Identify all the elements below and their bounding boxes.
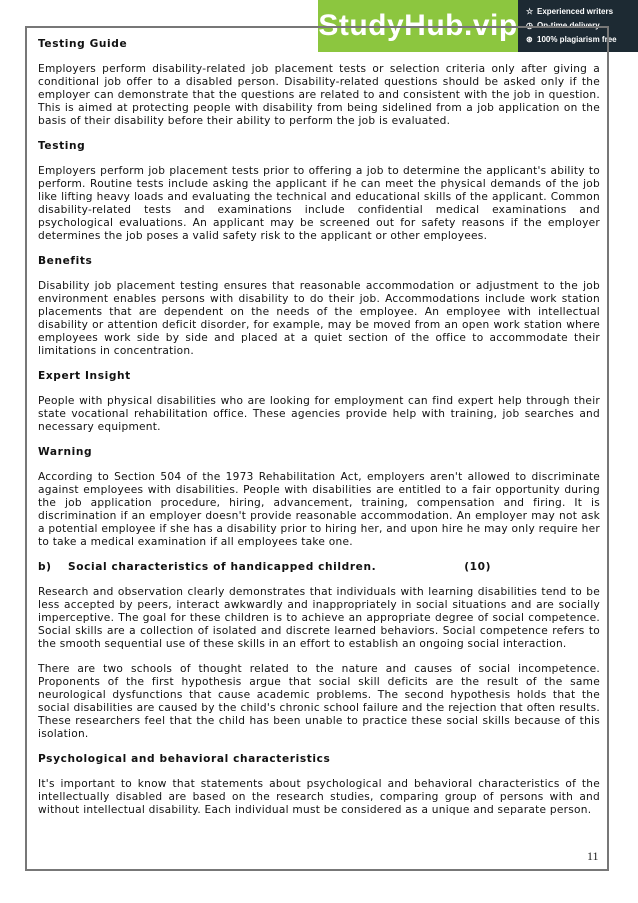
social-paragraph: There are two schools of thought related to the nature and causes of social incompetence. Proponents of the first hypothesis argue that social skill deficits are the result of the same neurological dysfunctions that cause academic problems. The second hypothesis holds that the social disabilities are caused by the child's chronic school failure and the rejection that often results. These researchers feel that the child has been unable to practice these social skills because of this isolation. [38,663,600,740]
star-icon: ☆ [526,6,534,16]
subquestion-marks: (10) [464,561,492,573]
section-body-testing-guide: Employers perform disability-related job placement tests or selection criteria only after giving a conditional job offer to a disabled person. Disability-related questions should be asked only if the employer can demonstrate that the questions are related to and consistent with the job in question. This is aimed at protecting people with disability from being sidelined from a job application on the basis of their disability before their ability to perform the job is evaluated. [38,63,600,127]
section-heading-expert-insight: Expert Insight [38,370,131,382]
page-number: 11 [587,849,599,863]
section-body-benefits: Disability job placement testing ensures that reasonable accommodation or adjustment to the job environment enables persons with disability to do their job. Accommodations include work station placements that are dependent on the needs of the employee. An employee with intellectual disability or attention deficit disorder, for example, may be moved from an open work station where employees work side by side and placed at a quiet section of the office to accommodate their limitations in concentration. [38,280,600,357]
perk-label: 100% plagiarism free [537,34,617,44]
section-body-testing: Employers perform job placement tests prior to offering a job to determine the applicant's ability to perform. Routine tests include asking the applicant if he can meet the physical demands of the job like lifting heavy loads and evaluating the technical and educational skills of the applicant. Common disability-related tests and examinations include confidential medical examinations and psychological evaluations. An applicant may be screened out for safety reasons if the employer determines the job poses a valid safety risk to the applicant or other employees. [38,165,600,242]
social-paragraph: Research and observation clearly demonstrates that individuals with learning disabilities tend to be less accepted by peers, interact awkwardly and inappropriately in social situations and are socially imperceptive. The goal for these children is to achieve an appropriate degree of social competence. Social skills are a collection of isolated and discrete learned behaviors. Social competence refers to the smooth sequential use of these skills in an effort to establish an ongoing social interaction. [38,586,600,650]
subquestion-title: Social characteristics of handicapped children. [68,561,377,573]
clock-icon: ◷ [526,20,533,30]
badge-icon: ⊛ [526,34,533,44]
section-heading-testing-guide: Testing Guide [38,38,128,50]
section-heading-testing: Testing [38,140,86,152]
section-heading-psychological: Psychological and behavioral characteristics [38,753,331,765]
section-body-warning: According to Section 504 of the 1973 Rehabilitation Act, employers aren't allowed to discriminate against employees with disabilities. People with disabilities are entitled to a fair opportunity during the job application procedure, hiring, advancement, training, compensation and firing. It is discrimination if an employer doesn't provide reasonable accommodation. An employer may not ask a potential employee if she has a disability prior to hiring her, and upon hire he may only require her to take a medical examination if all employees take one. [38,471,600,548]
section-body-psychological: It's important to know that statements about psychological and behavioral characteristics of the intellectually disabled are based on the research studies, comparing group of persons with and without intellectual disability. Each individual must be considered as a unique and separate person. [38,778,600,816]
brand-logo[interactable]: StudyHub.vip [318,0,518,52]
subquestion-heading [38,561,600,574]
section-heading-warning: Warning [38,446,93,458]
section-body-expert-insight: People with physical disabilities who are looking for employment can find expert help through their state vocational rehabilitation office. These agencies provide help with training, job searches and necessary equipment. [38,395,600,433]
perk-label: Experienced writers [537,6,614,16]
section-heading-benefits: Benefits [38,255,93,267]
subquestion-number: b) [38,561,52,573]
perk-item [526,4,638,18]
perk-label: On-time delivery [537,20,600,30]
document-body [38,38,600,829]
